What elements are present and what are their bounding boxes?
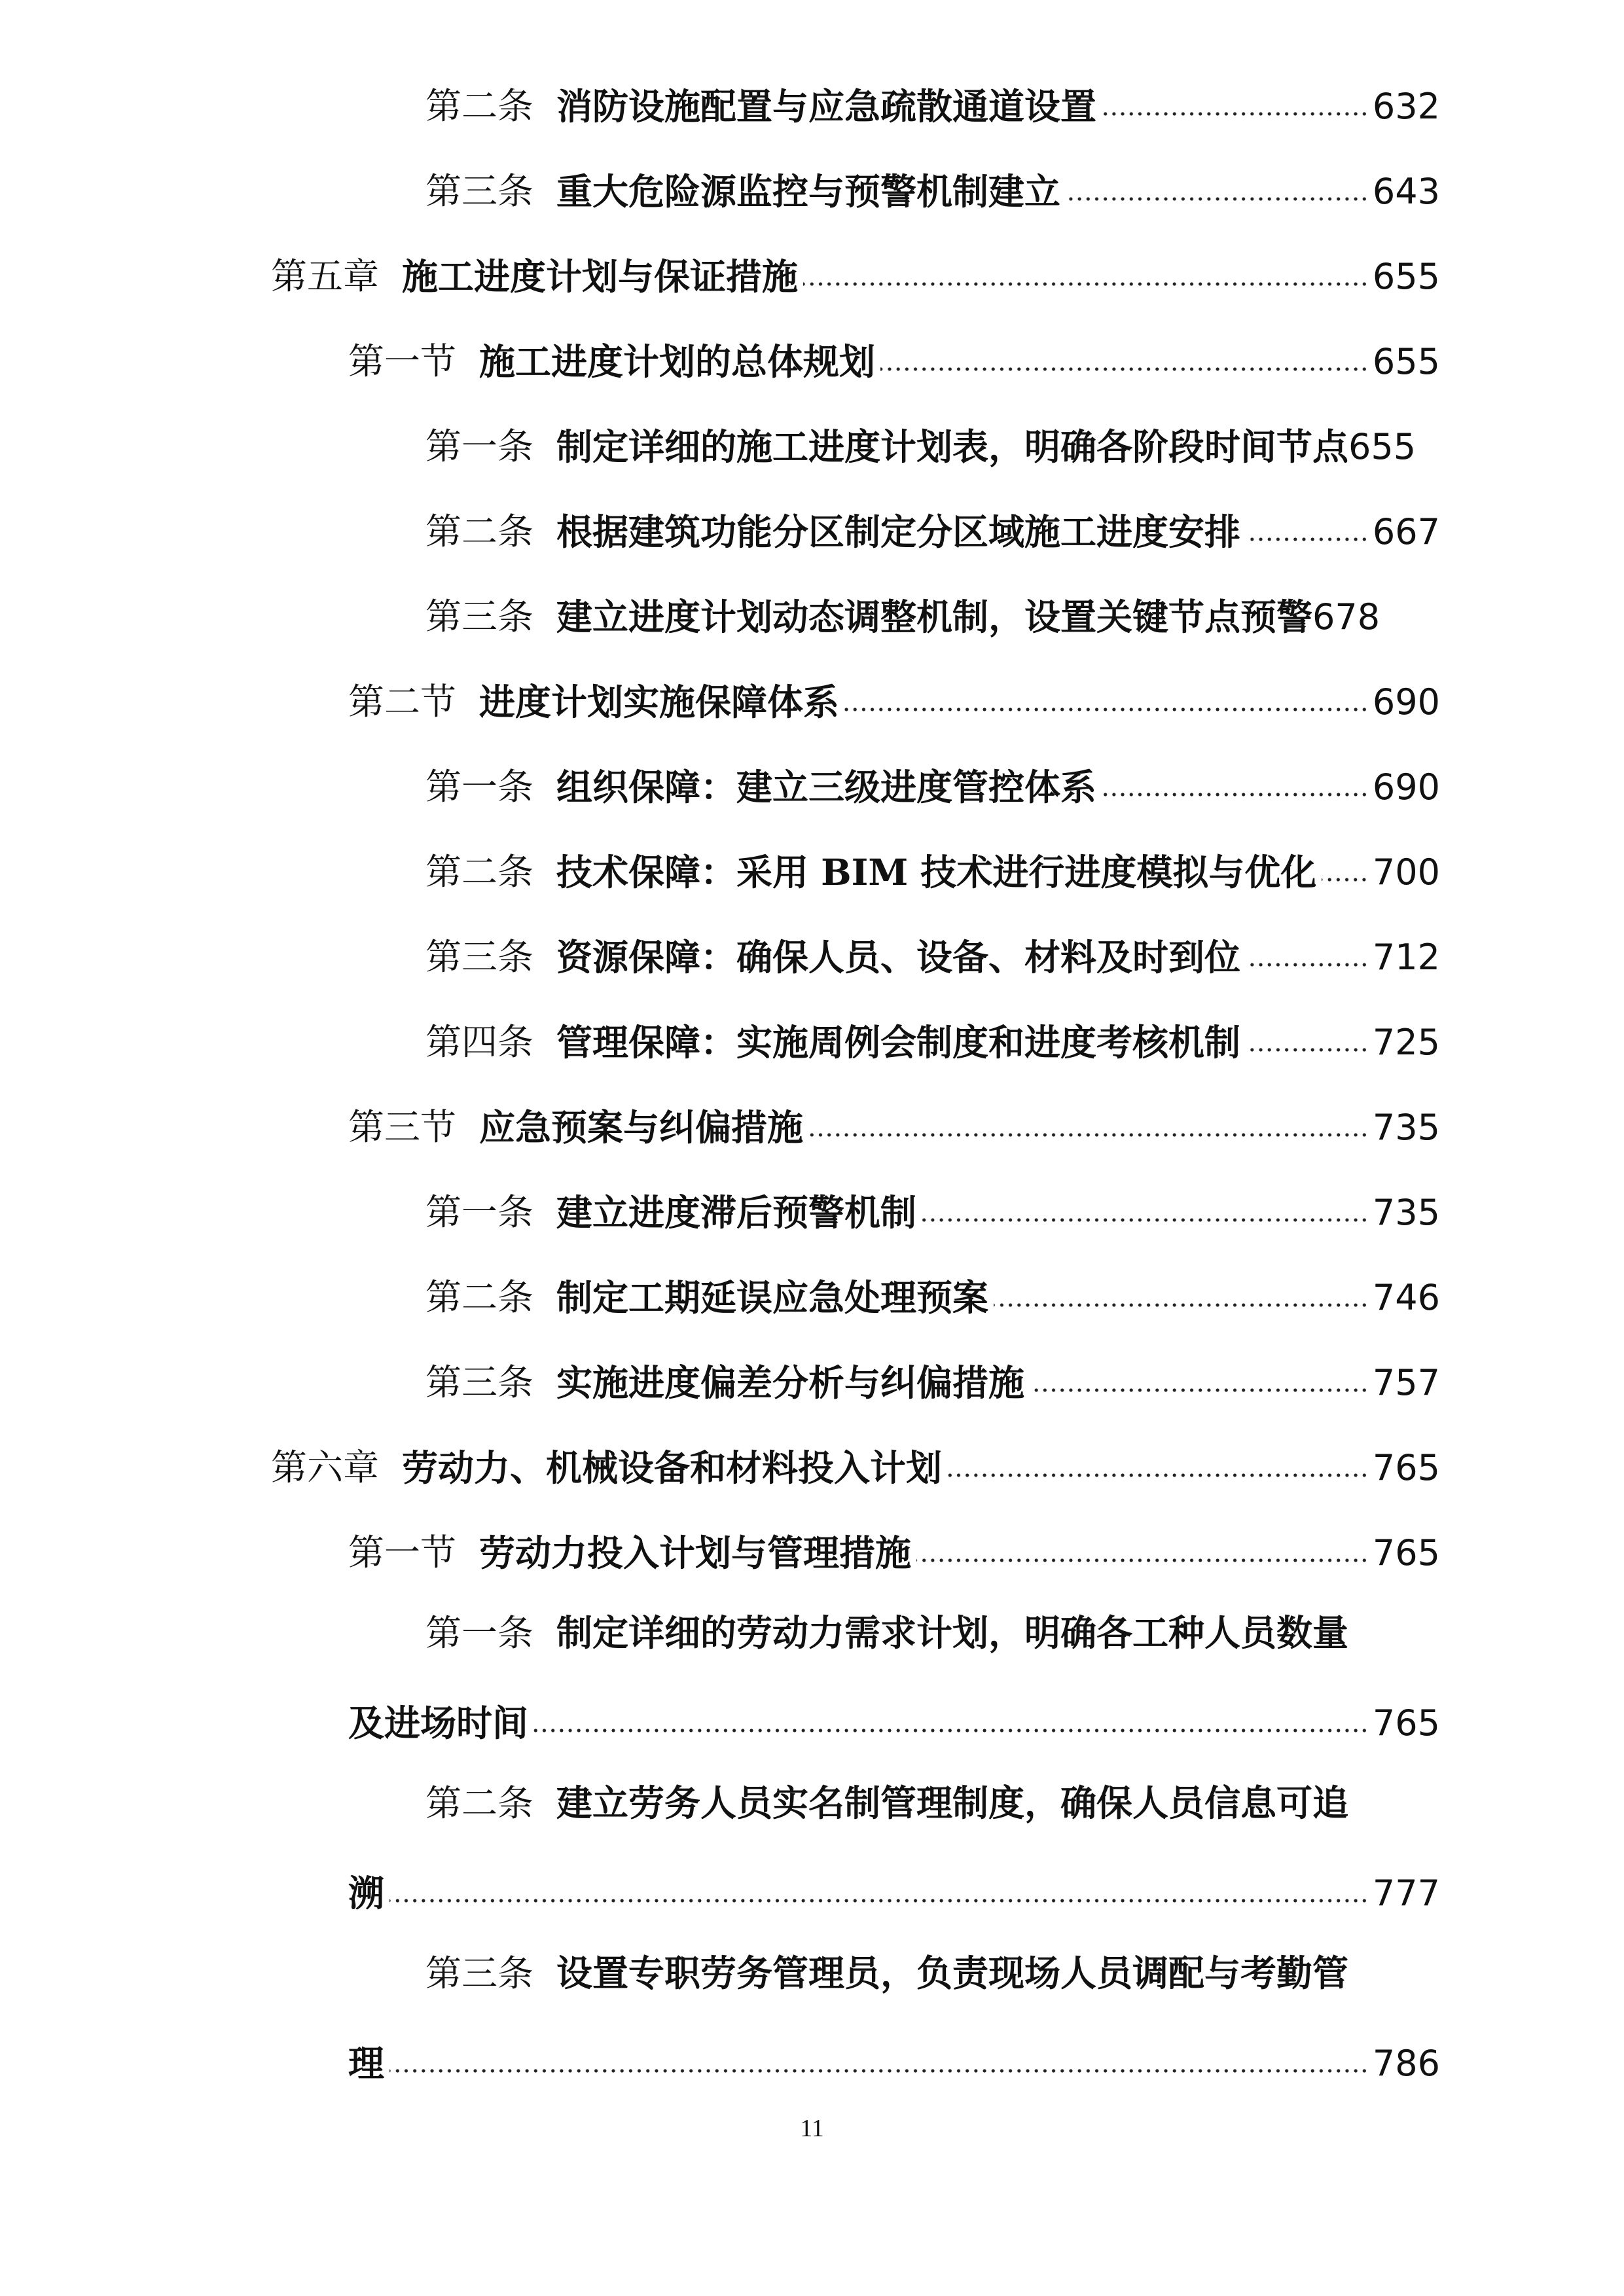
toc-entry-page: 735 — [1372, 1107, 1440, 1148]
toc-entry-number: 第五章 — [271, 255, 380, 297]
toc-entry-title-continuation: 溯 — [348, 1872, 385, 1914]
toc-entry-page: 765 — [1372, 1447, 1440, 1488]
toc-entry[interactable] — [425, 576, 1440, 638]
toc-entry[interactable] — [425, 1257, 1440, 1319]
dot-leader — [994, 1302, 1369, 1308]
toc-entry-continuation[interactable] — [348, 2022, 1440, 2085]
toc-entry-title: 制定详细的施工进度计划表，明确各阶段时间节点 — [556, 425, 1349, 468]
toc-entry-number: 第二条 — [425, 851, 534, 893]
toc-entry-title: 进度计划实施保障体系 — [479, 681, 840, 723]
toc-entry-page: 746 — [1372, 1277, 1440, 1318]
dot-leader — [389, 1898, 1369, 1903]
toc-entry[interactable] — [425, 1001, 1440, 1064]
toc-entry-page: 777 — [1372, 1873, 1440, 1914]
dot-leader — [1102, 111, 1369, 117]
toc-entry-number: 第三条 — [425, 596, 534, 637]
toc-entry[interactable] — [425, 1172, 1440, 1234]
toc-entry-page: 678 — [1312, 596, 1380, 637]
toc-entry-continuation[interactable] — [348, 1682, 1440, 1744]
page-number: 11 — [800, 2115, 824, 2142]
toc-entry-page: 667 — [1372, 511, 1440, 552]
toc-entry[interactable] — [425, 151, 1440, 213]
toc-entry-page: 786 — [1372, 2043, 1440, 2084]
toc-entry-number: 第二条 — [425, 85, 534, 127]
toc-entry-page: 765 — [1372, 1532, 1440, 1573]
dot-leader — [389, 2068, 1369, 2073]
toc-entry-section[interactable] — [348, 661, 1440, 723]
toc-entry[interactable] — [425, 746, 1440, 808]
toc-entry-page: 735 — [1372, 1192, 1440, 1233]
toc-entry-title: 设置专职劳务管理员，负责现场人员调配与考勤管 — [556, 1952, 1349, 1994]
dot-leader — [1322, 877, 1369, 882]
toc-entry-title: 建立进度计划动态调整机制，设置关键节点预警 — [556, 596, 1313, 638]
toc-entry-title: 组织保障：建立三级进度管控体系 — [556, 766, 1097, 808]
toc-entry-title-continuation: 及进场时间 — [348, 1702, 529, 1744]
toc-entry-number: 第二节 — [348, 681, 457, 723]
toc-entry-first-line[interactable] — [425, 1597, 1348, 1656]
toc-entry-page: 700 — [1372, 852, 1440, 893]
toc-entry[interactable] — [425, 65, 1440, 128]
toc-entry[interactable] — [425, 1342, 1440, 1404]
toc-entry-title: 根据建筑功能分区制定分区域施工进度安排 — [556, 511, 1241, 553]
toc-entry-title: 重大危险源监控与预警机制建立 — [556, 170, 1061, 213]
toc-entry-title: 管理保障：实施周例会制度和进度考核机制 — [556, 1021, 1241, 1064]
toc-entry-number: 第一节 — [348, 1532, 457, 1573]
dot-leader — [916, 1558, 1369, 1563]
toc-entry-first-line[interactable] — [425, 1767, 1348, 1826]
dot-leader — [1030, 1388, 1369, 1393]
toc-entry[interactable] — [425, 916, 1440, 978]
toc-entry-title: 制定工期延误应急处理预案 — [556, 1276, 989, 1319]
toc-entry-page: 725 — [1372, 1022, 1440, 1063]
toc-entry-number: 第一条 — [425, 766, 534, 808]
toc-entry-page: 690 — [1372, 766, 1440, 808]
toc-entry-title: 劳动力投入计划与管理措施 — [479, 1532, 912, 1574]
dot-leader — [1246, 537, 1369, 542]
toc-entry-title-continuation: 理 — [348, 2042, 385, 2085]
dot-leader — [844, 707, 1369, 712]
toc-entry-number: 第六章 — [271, 1446, 380, 1488]
toc-entry-number: 第一条 — [425, 1612, 534, 1654]
toc-entry-page: 632 — [1372, 86, 1440, 127]
toc-entry-section[interactable] — [348, 1086, 1440, 1149]
toc-entry-title: 技术保障：采用 BIM 技术进行进度模拟与优化 — [556, 851, 1317, 893]
toc-entry-number: 第二条 — [425, 1782, 534, 1824]
toc-entry-first-line[interactable] — [425, 1937, 1348, 1996]
toc-entry-title: 实施进度偏差分析与纠偏措施 — [556, 1361, 1025, 1404]
toc-entry-number: 第二条 — [425, 1276, 534, 1318]
toc-entry-number: 第三条 — [425, 170, 534, 212]
dot-leader — [1102, 792, 1369, 797]
toc-entry-page: 712 — [1372, 937, 1440, 978]
dot-leader — [880, 367, 1369, 372]
toc-entry-page: 757 — [1372, 1362, 1440, 1403]
toc-entry-page: 643 — [1372, 171, 1440, 212]
toc-entry-number: 第三条 — [425, 1361, 534, 1403]
toc-entry-number: 第一条 — [425, 1191, 534, 1233]
toc-entry-chapter[interactable] — [271, 1427, 1440, 1489]
dot-leader — [922, 1217, 1369, 1223]
toc-entry-page: 655 — [1372, 256, 1440, 297]
dot-leader — [803, 281, 1369, 287]
dot-leader — [533, 1728, 1369, 1733]
toc-entry-number: 第一条 — [425, 425, 534, 467]
toc-entry-title: 制定详细的劳动力需求计划，明确各工种人员数量 — [556, 1611, 1349, 1654]
toc-entry-page: 765 — [1372, 1702, 1440, 1744]
toc-entry-title: 建立劳务人员实名制管理制度，确保人员信息可追 — [556, 1782, 1349, 1824]
toc-entry-title: 施工进度计划的总体规划 — [479, 340, 876, 383]
toc-entry-title: 施工进度计划与保证措施 — [402, 255, 799, 298]
toc-entry-number: 第三条 — [425, 936, 534, 978]
toc-entry-number: 第一节 — [348, 340, 457, 382]
toc-entry-title: 资源保障：确保人员、设备、材料及时到位 — [556, 936, 1241, 978]
dot-leader — [808, 1132, 1369, 1138]
toc-entry-number: 第三条 — [425, 1952, 534, 1994]
dot-leader — [1066, 196, 1369, 202]
toc-entry-title: 应急预案与纠偏措施 — [479, 1106, 804, 1149]
toc-entry-section[interactable] — [348, 1512, 1440, 1574]
dot-leader — [947, 1473, 1369, 1478]
toc-entry[interactable] — [425, 406, 1473, 468]
toc-entry-number: 第三节 — [348, 1106, 457, 1148]
toc-entry[interactable] — [425, 831, 1440, 893]
toc-entry-title: 劳动力、机械设备和材料投入计划 — [402, 1446, 943, 1489]
toc-entry-continuation[interactable] — [348, 1852, 1440, 1914]
toc-entry-title: 消防设施配置与应急疏散通道设置 — [556, 85, 1097, 128]
toc-entry-page: 690 — [1372, 681, 1440, 723]
toc-entry-title: 建立进度滞后预警机制 — [556, 1191, 917, 1234]
toc-entry-page: 655 — [1348, 426, 1416, 467]
toc-entry-chapter[interactable] — [271, 236, 1440, 298]
toc-entry-number: 第四条 — [425, 1021, 534, 1063]
toc-entry-page: 655 — [1372, 341, 1440, 382]
dot-leader — [1246, 962, 1369, 967]
toc-entry-number: 第二条 — [425, 511, 534, 552]
toc-entry-section[interactable] — [348, 321, 1440, 383]
dot-leader — [1246, 1047, 1369, 1052]
toc-entry[interactable] — [425, 491, 1440, 553]
